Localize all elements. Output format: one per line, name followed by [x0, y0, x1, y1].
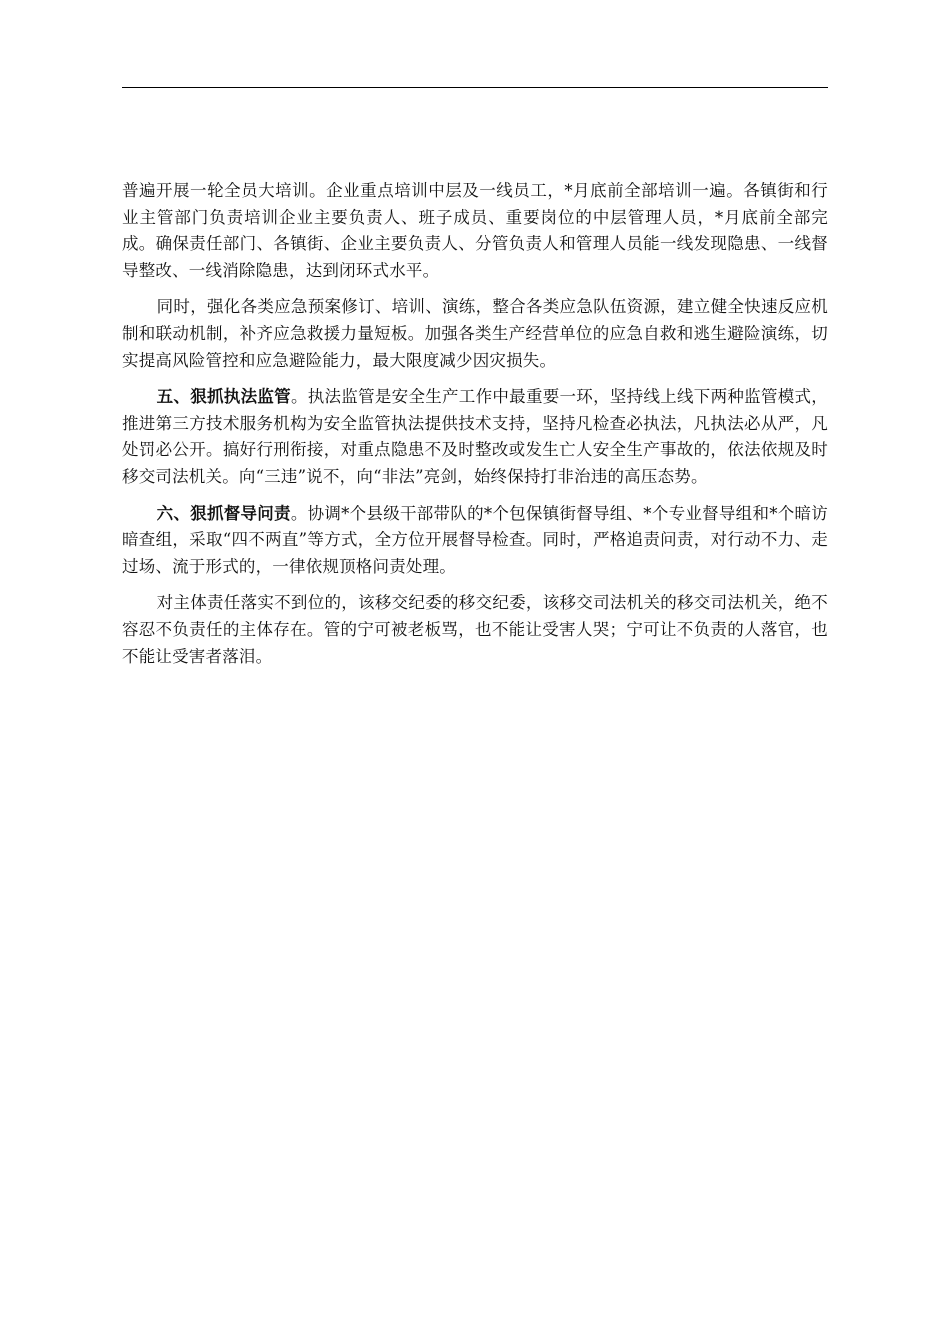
section-heading-enforcement: 五、狠抓执法监管: [156, 387, 291, 407]
paragraph-text: 对主体责任落实不到位的，该移交纪委的移交纪委，该移交司法机关的移交司法机关，绝不容忍不负责任的主体存在。管的宁可被老板骂，也不能让受害人哭；宁可让不负责的人落官，也不能让受害者落泪。: [122, 593, 828, 666]
paragraph-training: [122, 178, 828, 284]
paragraph-emergency: [122, 294, 828, 374]
paragraph-enforcement: [122, 384, 828, 490]
paragraph-accountability: [122, 590, 828, 670]
paragraph-supervision: [122, 501, 828, 581]
paragraph-text: 同时，强化各类应急预案修订、培训、演练，整合各类应急队伍资源，建立健全快速反应机制和联动机制，补齐应急救援力量短板。加强各类生产经营单位的应急自救和逃生避险演练，切实提高风险管控和应急避险能力，最大限度减少因灾损失。: [122, 297, 828, 370]
header-rule: [122, 87, 828, 88]
paragraph-text: 。协调*个县级干部带队的*个包保镇街督导组、*个专业督导组和*个暗访暗查组，采取“四不两直”等方式，全方位开展督导检查。同时，严格追责问责，对行动不力、走过场、流于形式的，一律依规顶格问责处理。: [122, 503, 828, 576]
paragraph-text: 。执法监管是安全生产工作中最重要一环，坚持线上线下两种监管模式，推进第三方技术服务机构为安全监管执法提供技术支持，坚持凡检查必执法，凡执法必从严，凡处罚必公开。搞好行刑衔接，对重点隐患不及时整改或发生亡人安全生产事故的，依法依规及时移交司法机关。向“三违”说不，向“非法”亮剑，始终保持打非治违的高压态势。: [122, 387, 828, 486]
section-heading-supervision: 六、狠抓督导问责: [156, 503, 291, 523]
document-body: [122, 178, 828, 680]
paragraph-text: 普遍开展一轮全员大培训。企业重点培训中层及一线员工，*月底前全部培训一遍。各镇街和行业主管部门负责培训企业主要负责人、班子成员、重要岗位的中层管理人员，*月底前全部完成。确保责任部门、各镇街、企业主要负责人、分管负责人和管理人员能一线发现隐患、一线督导整改、一线消除隐患，达到闭环式水平。: [122, 181, 828, 280]
